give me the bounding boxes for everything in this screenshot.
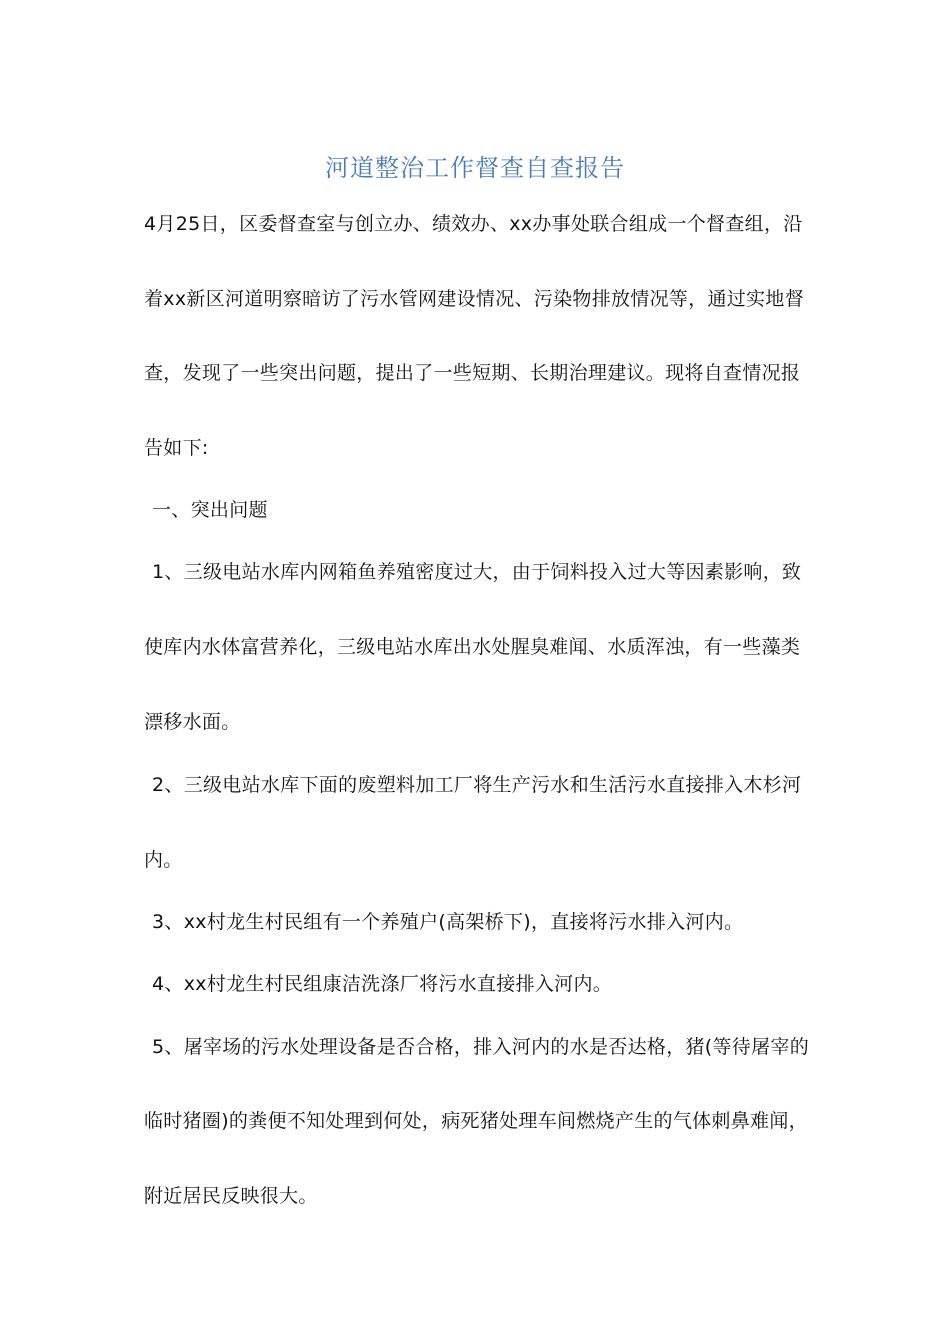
paragraph-line: 着xx新区河道明察暗访了污水管网建设情况、污染物排放情况等，通过实地督 bbox=[144, 288, 804, 310]
paragraph-line: 告如下: bbox=[144, 437, 209, 459]
paragraph-line: 内。 bbox=[144, 849, 183, 871]
paragraph-line: 使库内水体富营养化，三级电站水库出水处腥臭难闻、水质浑浊，有一些藻类 bbox=[144, 636, 801, 658]
paragraph-line: 5、屠宰场的污水处理设备是否合格，排入河内的水是否达格，猪(等待屠宰的 bbox=[152, 1036, 810, 1058]
document-title: 河道整治工作督查自查报告 bbox=[325, 154, 625, 182]
paragraph-line: 4、xx村龙生村民组康洁洗涤厂将污水直接排入河内。 bbox=[152, 973, 613, 995]
paragraph-line: 1、三级电站水库内网箱鱼养殖密度过大，由于饲料投入过大等因素影响，致 bbox=[152, 561, 802, 583]
paragraph-line: 查，发现了一些突出问题，提出了一些短期、长期治理建议。现将自查情况报 bbox=[144, 362, 801, 384]
paragraph-line: 漂移水面。 bbox=[144, 711, 241, 733]
paragraph-line: 2、三级电站水库下面的废塑料加工厂将生产污水和生活污水直接排入木杉河 bbox=[152, 774, 802, 796]
paragraph-line: 4月25日，区委督查室与创立办、绩效办、xx办事处联合组成一个督查组，沿 bbox=[144, 213, 803, 235]
section-heading: 一、突出问题 bbox=[152, 499, 268, 521]
paragraph-line: 临时猪圈)的粪便不知处理到何处，病死猪处理车间燃烧产生的气体刺鼻难闻， bbox=[144, 1110, 808, 1132]
paragraph-line: 附近居民反映很大。 bbox=[144, 1185, 318, 1207]
paragraph-line: 3、xx村龙生村民组有一个养殖户(高架桥下)，直接将污水排入河内。 bbox=[152, 911, 744, 933]
